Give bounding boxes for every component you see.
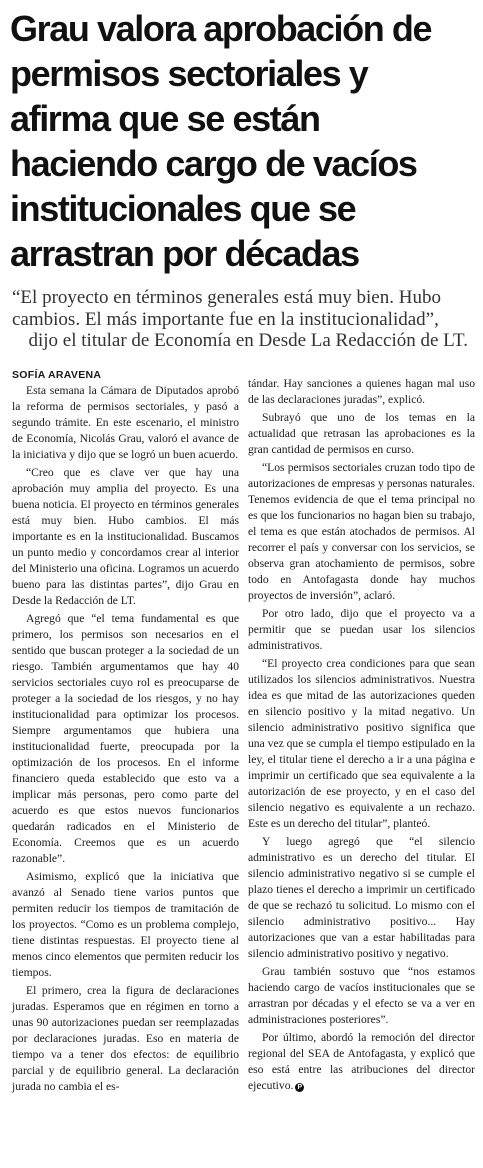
lead-line: dijo el titular de Economía en Desde La Redacción de LT. bbox=[28, 330, 468, 351]
body-paragraph: Subrayó que uno de los temas en la actualidad que retrasan las aprobaciones es la gran cantidad de permisos en curso. bbox=[248, 411, 475, 456]
body-paragraph: Grau también sostuvo que “nos estamos haciendo cargo de vacíos institucionales que se arrastran por décadas y el efecto se va a ver en administraciones posteriores”. bbox=[248, 965, 475, 1026]
headline-line: arrastran por décadas bbox=[10, 233, 359, 274]
headline bbox=[10, 6, 478, 276]
headline-line: institucionales que se bbox=[10, 188, 356, 229]
body-paragraph: “El proyecto crea condiciones para que sean utilizados los silencios administrativos. Nuestra idea es que mitad de las autorizaciones queden en silencio positivo y la mitad negativo. Un silencio administrativo positivo significa que una vez que se cumpla el tiempo estipulado en la ley, el titular tiene el derecho a ir a una página e imprimir un certificado que sea equivalente a la autorización de ese proyecto, y en el caso del silencio negativo es equivalente a un rechazo. Este es un derecho del titular”, planteó. bbox=[248, 657, 475, 830]
body-paragraph: El primero, crea la figura de declaraciones juradas. Esperamos que en régimen en torno a unas 90 autorizaciones puedan ser reemplazadas por declaraciones juradas. Eso en materia de tiempo va a tener dos efectos: de equilibrio parcial y de equilibrio general. La declaración jurada no cambia el es- bbox=[12, 984, 239, 1093]
body-paragraph: Esta semana la Cámara de Diputados aprobó la reforma de permisos sectoriales, y pasó a segundo trámite. En este escenario, el ministro de Economía, Nicolás Grau, valoró el avance de la iniciativa y dijo que se logró un buen acuerdo. bbox=[12, 384, 239, 461]
final-paragraph-text: Por último, abordó la remoción del director regional del SEA de Antofagasta, y explicó que eso está entre las atribuciones del director ejecutivo. bbox=[248, 1031, 475, 1092]
body-paragraph: “Creo que es clave ver que hay una aprobación muy amplia del proyecto. Es una buena noticia. El proyecto en términos generales está muy bien. Hubo cambios. El más importante es en la institucionalidad. Buscamos un punto medio y concordamos crear al interior del Ministerio una oficina. Logramos un acuerdo bueno para las distintas partes”, dijo Grau en Desde la Redacción de LT. bbox=[12, 466, 239, 607]
body-paragraph-final bbox=[248, 1030, 475, 1094]
body-paragraph: Y luego agregó que “el silencio administrativo es un derecho del titular. El silencio administrativo negativo si se cumple el plazo tienes el derecho a imprimir un certificado de que se rechazó tu solicitud. Lo mismo con el silencio administrativo positivo... Hay autorizaciones que van a estar habilitadas para silencio administrativo positivo y negativo. bbox=[248, 835, 475, 960]
body-column-right bbox=[248, 376, 475, 1096]
headline-line: haciendo cargo de vacíos bbox=[10, 143, 417, 184]
byline: SOFÍA ARAVENA bbox=[12, 369, 102, 381]
headline-line: Grau valora aprobación de bbox=[10, 8, 432, 49]
lead-line: “El proyecto en términos generales está muy bien. Hubo bbox=[12, 287, 441, 308]
headline-line: afirma que se están bbox=[10, 98, 320, 139]
body-paragraph: Por otro lado, dijo que el proyecto va a permitir que se puedan usar los silencios administrativos. bbox=[248, 607, 475, 652]
lead-line: cambios. El más importante fue en la institucionalidad”, bbox=[12, 308, 439, 330]
headline-line: permisos sectoriales y bbox=[10, 53, 368, 94]
body-paragraph-continuation: tándar. Hay sanciones a quienes hagan mal uso de las declaraciones juradas”, explicó. bbox=[248, 377, 475, 406]
body-paragraph: Asimismo, explicó que la iniciativa que avanzó al Senado tiene varios puntos que permiten reducir los tiempos de tramitación de los proyectos. “Como es un problema complejo, tiene distintas respuestas. El proyecto tiene al menos cinco elementos que permiten reducir los tiempos. bbox=[12, 870, 239, 979]
body-paragraph: Agregó que “el tema fundamental es que primero, los permisos son necesarios en el sentido que buscan proteger a la sociedad de un riesgo. También argumentamos que hay 40 servicios sectoriales cuyo rol es preocuparse de proteger a la sociedad de los riesgos, y no hay institucionalidad para optimizar los procesos. Siempre argumentamos que hubiera una institucionalidad fuerte, preocupada por la optimización de los procesos. En el informe financiero queda establecido que esto va a implicar más personas, pero como parte del acuerdo es que estos nuevos funcionarios quedarán radicados en el Ministerio de Economía. Creemos que es un acuerdo razonable”. bbox=[12, 612, 239, 865]
body-column-left bbox=[12, 367, 239, 1097]
end-of-article-icon: P bbox=[295, 1083, 304, 1092]
body-paragraph: “Los permisos sectoriales cruzan todo tipo de autorizaciones de empresas y personas naturales. Tenemos evidencia de que el tema principal no es que los funcionarios no hagan bien su trabajo, el tema es que están atochados de permisos. Al recorrer el país y conversar con los servicios, se observa gran atochamiento de permisos, sobre todo en Antofagasta donde hay muchos proyectos de inversión”, aclaró. bbox=[248, 461, 475, 602]
lead-quote bbox=[12, 287, 474, 352]
